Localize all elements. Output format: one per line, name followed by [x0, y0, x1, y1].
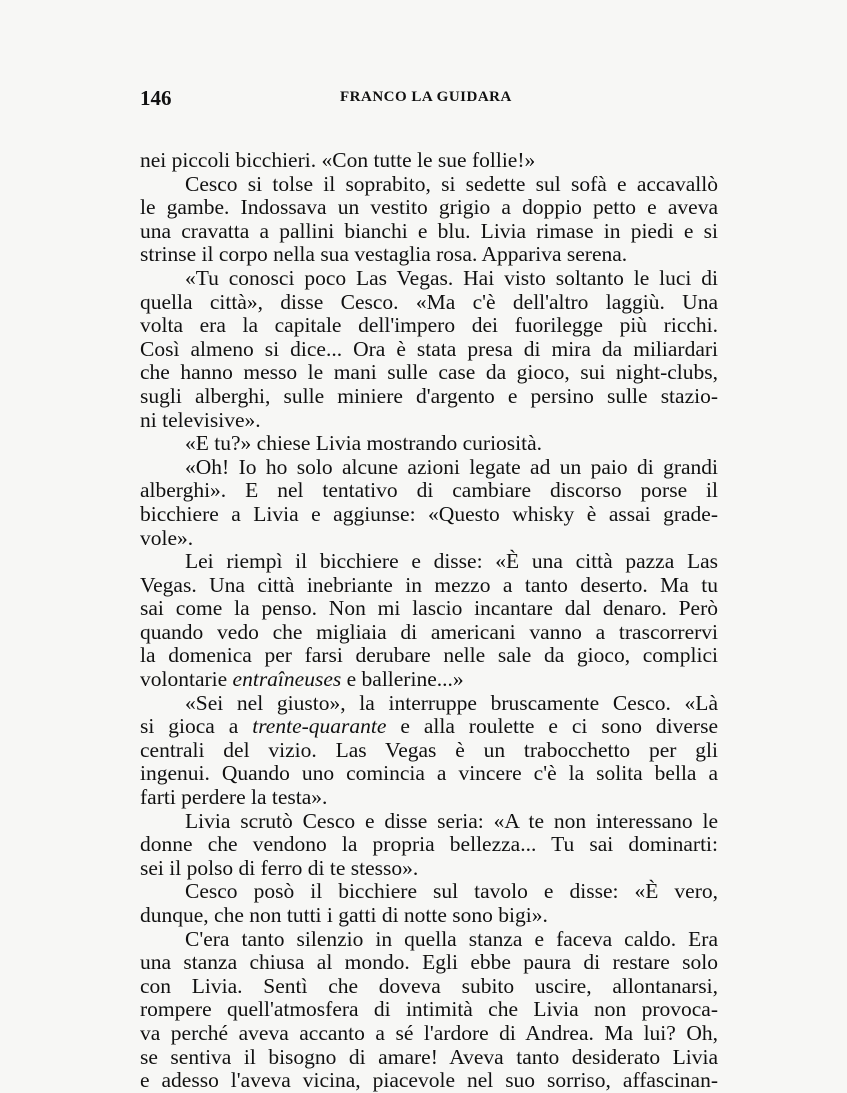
text-run: «E tu?» chiese Livia mostrando curiosità.: [185, 431, 543, 456]
text-line: [140, 456, 718, 480]
text-run: strinse il corpo nella sua vestaglia rosa. Appariva serena.: [140, 242, 628, 267]
text-line: [140, 762, 718, 786]
text-line: [140, 196, 718, 220]
text-run: volta era la capitale dell'impero dei fuorilegge più ricchi.: [140, 313, 718, 338]
text-line: [140, 857, 718, 881]
text-line: [140, 220, 718, 244]
text-run: e alla roulette e ci sono diverse: [386, 714, 718, 739]
text-line: [140, 739, 718, 763]
body-text: [140, 149, 718, 1093]
text-line: [140, 1022, 718, 1046]
text-run: che hanno messo le mani sulle case da gioco, sui night-clubs,: [140, 360, 718, 385]
text-run: una cravatta a pallini bianchi e blu. Livia rimase in piedi e si: [140, 218, 718, 243]
text-line: [140, 361, 718, 385]
text-run: bicchiere a Livia e aggiunse: «Questo whisky è assai grade-: [140, 501, 718, 526]
text-run: Cesco si tolse il soprabito, si sedette sul sofà e accavallò: [185, 171, 718, 196]
text-run: la domenica per farsi derubare nelle sale da gioco, complici: [140, 643, 718, 668]
text-run: e adesso l'aveva vicina, piacevole nel suo sorriso, affascinan-: [140, 1068, 718, 1093]
running-head: FRANCO LA GUIDARA: [340, 89, 512, 105]
text-run: quella città», disse Cesco. «Ma c'è dell'altro laggiù. Una: [140, 289, 718, 314]
text-line: [140, 243, 718, 267]
text-run: rompere quell'atmosfera di intimità che Livia non provoca-: [140, 997, 718, 1022]
text-line: [140, 904, 718, 928]
text-line: [140, 338, 718, 362]
text-run: «Sei nel giusto», la interruppe bruscamente Cesco. «Là: [185, 690, 718, 715]
text-run: si gioca a: [140, 714, 253, 739]
text-line: [140, 668, 718, 692]
italic-term: trente-quarante: [252, 714, 387, 739]
page-number: 146: [140, 86, 172, 110]
text-run: vole».: [140, 525, 194, 550]
text-line: [140, 149, 718, 173]
text-line: [140, 503, 718, 527]
text-line: [140, 928, 718, 952]
text-line: [140, 975, 718, 999]
text-line: [140, 267, 718, 291]
text-line: [140, 597, 718, 621]
text-line: [140, 998, 718, 1022]
text-line: [140, 385, 718, 409]
text-line: [140, 692, 718, 716]
text-run: le gambe. Indossava un vestito grigio a doppio petto e aveva: [140, 195, 718, 220]
text-run: ingenui. Quando uno comincia a vincere c'è la solita bella a: [140, 761, 718, 786]
text-run: dunque, che non tutti i gatti di notte sono bigi».: [140, 903, 548, 927]
text-line: [140, 621, 718, 645]
text-run: farti perdere la testa».: [140, 785, 328, 810]
text-run: Cesco posò il bicchiere sul tavolo e disse: «È vero,: [185, 879, 718, 904]
text-run: alberghi». E nel tentativo di cambiare discorso porse il: [140, 478, 718, 503]
text-line: [140, 810, 718, 834]
text-run: «Oh! Io ho solo alcune azioni legate ad un paio di grandi: [185, 454, 718, 479]
text-line: [140, 173, 718, 197]
text-line: [140, 1069, 718, 1093]
text-line: [140, 715, 718, 739]
text-line: [140, 1046, 718, 1070]
text-line: [140, 479, 718, 503]
text-line: [140, 644, 718, 668]
text-run: «Tu conosci poco Las Vegas. Hai visto soltanto le luci di: [185, 265, 718, 290]
text-run: volontarie: [140, 667, 233, 692]
text-run: sai come la penso. Non mi lascio incantare dal denaro. Però: [140, 596, 718, 621]
text-run: con Livia. Sentì che doveva subito uscire, allontanarsi,: [140, 973, 718, 998]
text-run: nei piccoli bicchieri. «Con tutte le sue follie!»: [140, 148, 536, 172]
text-run: quando vedo che migliaia di americani vanno a trascorrervi: [140, 619, 718, 644]
text-run: ni televisive».: [140, 407, 261, 432]
text-line: [140, 574, 718, 598]
text-run: C'era tanto silenzio in quella stanza e faceva caldo. Era: [185, 926, 718, 951]
text-line: [140, 833, 718, 857]
text-line: [140, 527, 718, 551]
text-run: donne che vendono la propria bellezza... Tu sai dominarti:: [140, 832, 718, 857]
text-run: sugli alberghi, sulle miniere d'argento e persino sulle stazio-: [140, 383, 718, 408]
text-run: se sentiva il bisogno di amare! Aveva tanto desiderato Livia: [140, 1044, 718, 1069]
text-line: [140, 786, 718, 810]
text-run: Così almeno si dice... Ora è stata presa di mira da miliardari: [140, 336, 718, 361]
text-run: Livia scrutò Cesco e disse seria: «A te non interessano le: [185, 808, 718, 833]
text-line: [140, 432, 718, 456]
text-line: [140, 550, 718, 574]
text-line: [140, 880, 718, 904]
text-run: sei il polso di ferro di te stesso».: [140, 855, 419, 880]
text-run: Vegas. Una città inebriante in mezzo a tanto deserto. Ma tu: [140, 572, 718, 597]
text-run: Lei riempì il bicchiere e disse: «È una città pazza Las: [185, 549, 718, 574]
text-run: centrali del vizio. Las Vegas è un trabocchetto per gli: [140, 737, 718, 762]
text-line: [140, 409, 718, 433]
text-line: [140, 951, 718, 975]
text-line: [140, 314, 718, 338]
text-run: e ballerine...»: [341, 667, 464, 692]
text-run: va perché aveva accanto a sé l'ardore di Andrea. Ma lui? Oh,: [140, 1020, 718, 1045]
text-line: [140, 291, 718, 315]
page-header: [140, 86, 720, 110]
text-run: una stanza chiusa al mondo. Egli ebbe paura di restare solo: [140, 950, 718, 975]
italic-term: entraîneuses: [232, 667, 342, 692]
